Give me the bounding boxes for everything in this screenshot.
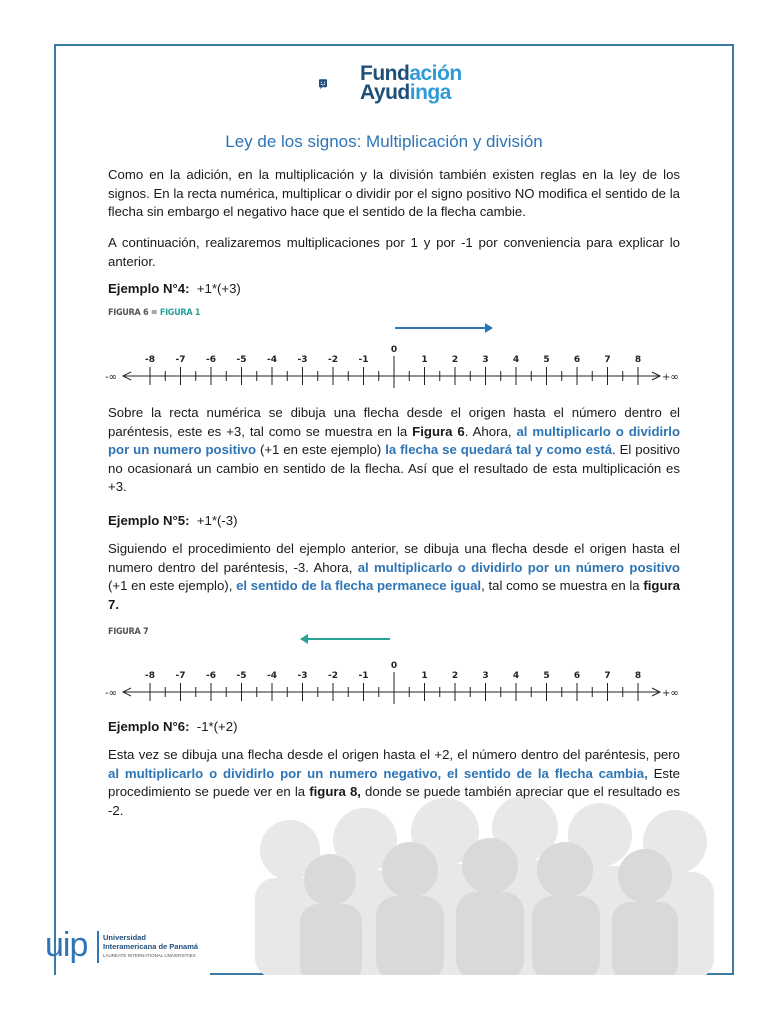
uip-university-logo — [45, 925, 225, 970]
right-infinity-label: +∞ — [662, 372, 679, 383]
tick-label: 7 — [604, 671, 611, 681]
tick-label: 2 — [451, 671, 459, 681]
tick-label: 3 — [482, 355, 489, 365]
tick-label: 1 — [421, 671, 428, 681]
uip-name-line-3: LAUREATE INTERNATIONAL UNIVERSITIES — [103, 953, 196, 958]
tick-label: 5 — [543, 355, 550, 365]
tick-label: -5 — [236, 671, 247, 681]
tick-label: 8 — [634, 671, 642, 681]
example-6-explanation: Esta vez se dibuja una flecha desde el origen hasta el +2, el número dentro del paréntesis, pero al multiplicarlo o dividirlo por un numero negativo, el sentido de la flecha cambia, Este procedimiento se puede ver en la figura 8, donde se puede también apreciar que el resultado es -2. — [108, 747, 680, 818]
tick-label: -4 — [267, 355, 277, 365]
tick-label: -5 — [236, 355, 247, 365]
tick-label: -8 — [145, 671, 155, 681]
uip-mark: uip — [45, 926, 88, 964]
intro-paragraph-2: A continuación, realizaremos multiplicaciones por 1 y por -1 por conveniencia para explicar lo anterior. — [108, 235, 680, 269]
figure-7-label: FIGURA 7 — [108, 627, 149, 637]
tick-label: 5 — [543, 671, 550, 681]
tick-label: -1 — [358, 355, 369, 365]
fundacion-ayudinga-logo — [318, 62, 358, 108]
tick-label: 6 — [573, 671, 581, 681]
left-infinity-label: -∞ — [105, 688, 117, 699]
tick-label: -8 — [145, 355, 155, 365]
tick-label: -2 — [328, 671, 338, 681]
tick-label: -7 — [175, 355, 186, 365]
tick-label: 7 — [604, 355, 611, 365]
example-4-heading: Ejemplo N°4: +1*(+3) — [108, 281, 241, 296]
example-4-explanation: Sobre la recta numérica se dibuja una flecha desde el origen hasta el número dentro el paréntesis, este es +3, tal como se muestra en la Figura 6. Ahora, al multiplicarlo o dividirlo por un numero positivo (+1 en este ejemplo) la flecha se quedará tal y como está. El positivo no ocasionará un cambio en sentido de la flecha. Así que el resultado de esta multiplicación es +3. — [108, 405, 681, 494]
logo-wordmark: Fundación Ayudinga — [360, 62, 462, 104]
tick-label: 8 — [634, 355, 642, 365]
left-infinity-label: -∞ — [105, 372, 117, 383]
tick-label: 1 — [421, 355, 428, 365]
tick-label: -4 — [267, 671, 277, 681]
uip-name-line-2: Interamericana de Panamá — [103, 942, 199, 951]
tick-label: 4 — [512, 355, 520, 365]
tick-label: 4 — [512, 671, 520, 681]
page-title: Ley de los signos: Multiplicación y división — [225, 132, 543, 151]
number-line-figure-6 — [105, 318, 685, 388]
tick-label: -6 — [206, 671, 216, 681]
tick-label: 0 — [390, 345, 398, 355]
tick-label: -7 — [175, 671, 186, 681]
tick-label: -6 — [206, 355, 216, 365]
figure-6-label: FIGURA 6 = FIGURA 1 — [108, 308, 201, 318]
example-5-heading: Ejemplo N°5: +1*(-3) — [108, 513, 238, 528]
tick-label: -1 — [358, 671, 369, 681]
tick-label: 6 — [573, 355, 581, 365]
example-6-heading: Ejemplo N°6: -1*(+2) — [108, 719, 238, 734]
tick-label: -2 — [328, 355, 338, 365]
intro-paragraph-1: Como en la adición, en la multiplicación y la división también existen reglas en la ley de los signos. En la recta numérica, multiplicar o dividir por el signo positivo NO modifica el sentido de la flecha sin embargo el negativo hace que el sentido de la flecha cambie. — [108, 167, 680, 219]
uip-name-line-1: Universidad — [103, 933, 146, 942]
tick-label: -3 — [297, 355, 308, 365]
tick-label: 2 — [451, 355, 459, 365]
example-5-explanation: Siguiendo el procedimiento del ejemplo anterior, se dibuja una flecha desde el origen hasta el numero dentro del paréntesis, -3. Ahora, al multiplicarlo o dividirlo por un número positivo (+1 en este ejemplo), el sentido de la flecha permanece igual, tal como se muestra en la figura 7. — [108, 541, 680, 612]
right-infinity-label: +∞ — [662, 688, 679, 699]
tick-label: -3 — [297, 671, 308, 681]
tick-label: 3 — [482, 671, 489, 681]
tick-label: 0 — [390, 661, 398, 671]
number-line-figure-7 — [105, 634, 685, 704]
